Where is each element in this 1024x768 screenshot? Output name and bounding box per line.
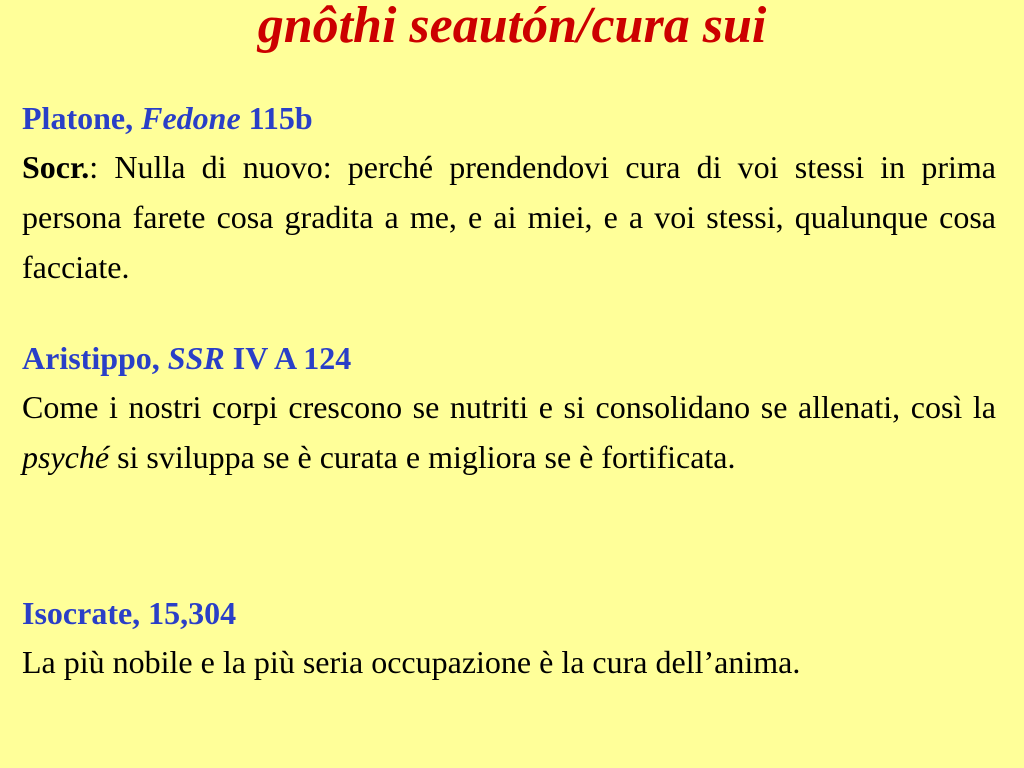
heading-ref: 115b [240,100,313,136]
quote-body: Nulla di nuovo: perché prendendovi cura di voi stessi in prima persona farete cosa gradita a me, e ai miei, e a voi stessi, qualunque cosa facciate. [22,149,996,285]
quote-body-part-1: Come i nostri corpi crescono se nutriti e si consolidano se allenati, così la [22,389,996,425]
quote-isocrate [22,589,1012,687]
quote-aristippo [22,334,996,482]
page-title: gnôthi seautón/cura sui [257,0,767,54]
quote-text [22,382,996,482]
speaker-label: Socr. [22,149,90,185]
quote-heading: Isocrate, 15,304 [22,595,237,631]
quote-text: La più nobile e la più seria occupazione è la cura dell’anima. [22,644,801,680]
speaker-separator: : [89,149,99,185]
quote-text [22,142,996,292]
quote-heading [22,334,996,382]
quote-heading [22,94,996,142]
quote-platone [22,94,996,292]
heading-work: SSR [167,340,225,376]
heading-author: Aristippo, [22,340,168,376]
heading-author: Platone, [22,100,142,136]
quote-body-part-2: si sviluppa se è curata e migliora se è fortificata. [109,439,736,475]
heading-work: Fedone [141,100,241,136]
heading-ref: IV A 124 [224,340,352,376]
quote-body-italic: psyché [22,439,110,475]
